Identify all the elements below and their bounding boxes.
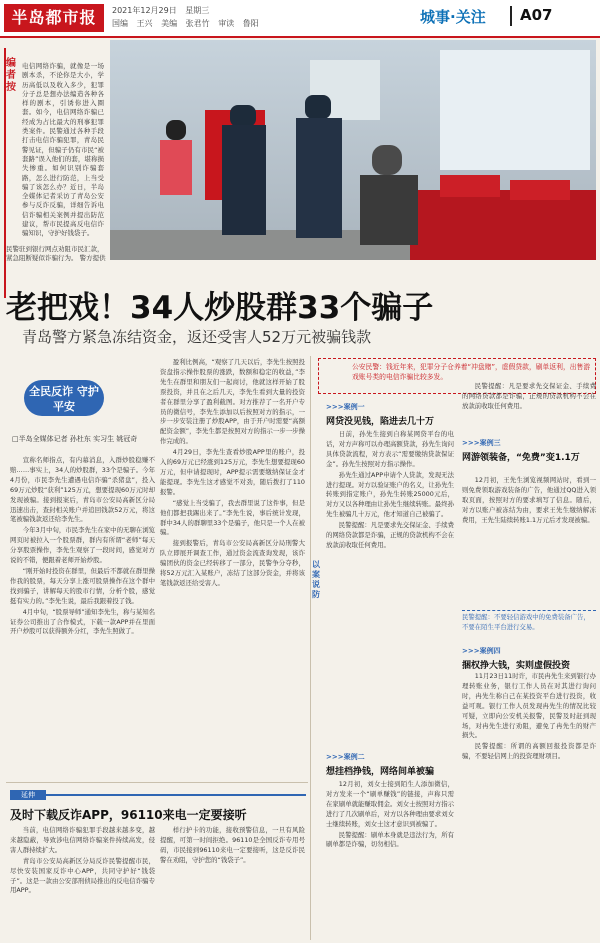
paragraph: 11月23日11时许，市民冉先生来到银行办理转账业务，银行工作人员在对其进行询问时，冉先生称自己在某投资平台进行投资，收益可观。银行工作人员发现冉先生的情况比较可疑，立即向公安机关报警，民警及时赶到现场，对冉先生进行劝阻，避免了冉先生的财产损失。: [462, 672, 596, 740]
case-label: >>>案例一: [326, 403, 365, 411]
page-subhead: 青岛警方紧急冻结资金，返还受害人52万元被骗钱款: [22, 328, 372, 346]
paragraph: 民警提醒：刷单本身就是违法行为，所有刷单都是诈骗，切勿相信。: [326, 830, 454, 849]
lower-story-col-a: [10, 826, 155, 938]
paragraph: “感觉上当受骗了，我去群里说了这件事，但是他们都把我踢出来了。”李先生说，事后统计发现，群中34人的群聊里33个是骗子，他只是一个人在被骗。: [160, 498, 305, 537]
paragraph: 盈利比例高，“观察了几天以后，李先生按照投资盘指示操作股票的涨跌，数额和稳定的收益，”李先生在群里和朋友们一起商讨，他就这样开始了股票投资，并且在之后几天，李先生看到大量的投资者在群里分享了盈利截图。对方推荐了一名开户专员的微信号，李先生添加以后按照对方的指示，一步一步安装注册了炒股APP，由于开户时需要“高额配资金额”，李先生都是按照对方的指示一步一步操作完成的。: [160, 358, 305, 446]
paragraph: 4月29日，李先生查看炒股APP里的账户，投入的69万元已经涨到125万元，李先生想要提现60万元，但申请提现时，APP提示需要缴纳保证金才能提现。李先生这才感觉不对劲，随后拨打了110报警。: [160, 448, 305, 496]
paragraph: 12月初，王先生浏览视频网站时，看到一则免费领取游戏装备的广告，他通过QQ进入领取页面，按照对方的要求填写了信息。随后，对方以账户被冻结为由，要求王先生缴纳解冻费用，王先生陆续转账1.1万元后才发现被骗。: [462, 476, 596, 524]
paragraph: “刚开始时投资在群里，但最后不都就在群里操作我的股票，每天分享上涨可股票操作在这个群中找到骗子，讲解每天的股市行情，分析个股，感觉挺有实力的。”李先生说，最后我跟着投了钱。: [10, 566, 155, 605]
paragraph: 12月初，刘女士接到陌生人添加微信，对方发来一个“刷单赚钱”的链接，声称只需在家刷单就能赚取佣金。刘女士按照对方指示进行了几次刷单后，对方以各种理由要求刘女士继续转账，刘女士这才意识到被骗了。: [326, 780, 454, 828]
editor-name: 张君竹: [185, 19, 210, 28]
editor-note-label: 编者按: [6, 58, 16, 93]
case-3-tip: 民警提醒：不要轻信游戏中的免费装备广告，不要在陌生平台进行交易。: [462, 610, 596, 642]
lower-story-headline: 及时下载反诈APP，96110来电一定要接听: [10, 808, 247, 822]
tip-text: 公安民警：钱近年来，犯罪分子仓养着“冲盘赌”，虚假贷款，刷单返利，出售游戏账号类的电信诈骗比较多发。: [352, 363, 591, 381]
editor-role: 美编: [161, 19, 178, 28]
paragraph: 孙先生通过APP申请个人贷款，发现无法进行提现。对方以验证账户的名义，让孙先生转账到指定账户，孙先生转账25000元后，对方又以各种理由让孙先生继续转账。最终孙先生被骗几十万元，他才知道自己被骗了。: [326, 470, 454, 519]
paragraph: 今年3月中旬，市民李先生在家中的无聊在浏览网页时被拉入一个股票群，群内有所谓“老师”每天分享股票操作，李先生观察了一段时间，感觉对方说的不错，便跟着老师开始炒股。: [10, 526, 155, 565]
case-label: >>>案例四: [462, 647, 501, 655]
editor-name: 王兴: [136, 19, 153, 28]
case-label: >>>案例三: [462, 439, 501, 447]
extension-tag: 延伸: [10, 790, 46, 800]
paragraph: 接到报警后，青岛市公安局高新区分局刑警大队立即展开调查工作，通过资金流查询发现，该诈骗团伙的资金已经转移了一部分，民警争分夺秒，将52万元汇入某账户，冻结了这部分资金，并将该笔钱款返还给受害人。: [160, 539, 305, 587]
case-title: 网贷没见钱，陷进去几十万: [326, 417, 435, 427]
divider: [510, 6, 512, 26]
case-4-text: [462, 672, 596, 938]
paragraph: 4月中旬，“股票导师”通知李先生，称与某知名证券公司推出了合作模式，下载一款APP并在里面开户炒股可以获得额外分红，李先生照做了。: [10, 607, 155, 636]
photo-caption: 民警驻到银行网点劝阻市民汇款，紧急阻断疑似诈骗行为。 警方提供: [6, 245, 106, 262]
tag-line: [46, 794, 306, 796]
case-title: 网游领装备，“免费”变1.1万: [462, 453, 580, 463]
case-1-cont: [462, 382, 596, 434]
column-divider: [310, 356, 311, 940]
paragraph: 日前，孙先生接到自称某网贷平台的电话，对方声称可以办理高额贷款，孙先生询问具体贷款流程，对方表示“需要缴纳贷款保证金”。孙先生按照对方指示操作。: [326, 430, 454, 468]
section-divider: [6, 782, 308, 783]
case-title: 捆权挣大钱，实则虚假投资: [462, 661, 571, 671]
date-text: 2021年12月29日: [112, 6, 177, 15]
case-3-text: [462, 476, 596, 610]
paragraph: 民警提醒：凡是要求先交保证金、手续费的网络贷款都是诈骗，正规的贷款机构不会在放款前收取任何费用。: [326, 521, 454, 549]
editor-name: 鲁阳: [242, 19, 259, 28]
editor-credits: [112, 18, 265, 29]
masthead: [0, 0, 600, 38]
weekday-text: 星期三: [185, 6, 210, 15]
news-photo: [110, 40, 596, 260]
article-column-2: [160, 358, 305, 776]
case-title: 想挂档挣钱，网络间单被骗: [326, 767, 435, 777]
page-headline: 老把戏！34人炒股群33个骗子: [6, 290, 434, 326]
paragraph: 当前，电信网络诈骗犯罪手段越来越多变，越来越隐蔽，导致涉电信网络诈骗案件持续高发，侵害人群持续扩大。: [10, 826, 155, 854]
byline: □半岛全媒体记者 孙杜东 实习生 姚冠奇: [12, 435, 138, 443]
editor-note-text: 电信网络诈骗，就像是一场剧本杀，不论你是大小，学历高低以及收入多少，犯罪分子总是想办法编造各种各样的剧本，引诱你进入圈套。如今，电信网络诈骗已经成为占比最大的刑事犯罪类案件。民警通过各种手段打击电信诈骗犯罪，青岛民警见证，但骗子仍有市民“被套路”误入他们的套，堪称损失惨重。如何识别诈骗套路，怎么进行防范，上当受骗了该怎么办？近日，半岛全媒体记者采访了青岛公安参与反诈反骗，详细告诉电信诈骗相关案例并提出防范建议，帮市民提高反电信诈骗知识，守护好钱袋子。: [22, 62, 104, 238]
paragraph: 民警提醒：凡是要求先交保证金、手续费的网络贷款都是诈骗，正规的贷款机构不会在放款前收取任何费用。: [462, 382, 596, 410]
case-label: >>>案例二: [326, 753, 365, 761]
campaign-badge: [10, 376, 110, 424]
vertical-tag: 以案说防: [312, 560, 320, 599]
paragraph: 样行护卡的功能，接收预警信息，一旦有风险提醒，可第一时间拒绝。96110是全国反诈专用号码，市民接到96110来电一定要接听，这是反诈民警在劝阻，守护您的“钱袋子”。: [160, 826, 305, 864]
case-2-text: [326, 780, 454, 938]
article-column-1: [10, 456, 155, 776]
editor-role: 国编: [112, 19, 128, 28]
newspaper-logo: 半岛都市报: [4, 4, 104, 32]
lower-story-col-b: [160, 826, 305, 938]
paragraph: 宣称名师指点，有内幕消息，入群炒股稳赚不赔……事实上，34人的炒股群，33个是骗子。今年4月份，市民李先生遭遇电信诈骗“杀猪盘”，投入69万元炒股“获利”125万元，想要提现60万元时却发现被骗。接到报案后，青岛市公安局高新区分局迅速出击，查封相关账户并追回钱款52万元，将这笔被骗钱款返还给李先生。: [10, 456, 155, 524]
badge-text: 全民反诈 守护平安: [24, 380, 104, 416]
page-number: A07: [520, 6, 553, 24]
case-1-text: [326, 430, 454, 748]
paragraph: 青岛市公安局高新区分局反诈民警提醒市民，尽快安装国家反诈中心APP，共同守护好“钱袋子”。这是一款由公安部刑侦局推出的反电信诈骗专用APP。: [10, 856, 155, 895]
editor-role: 审读: [218, 19, 235, 28]
section-title: 城事·关注: [420, 8, 486, 26]
paragraph: 民警提醒：所谓的高额回报投资都是诈骗，不要轻信网上的投资理财项目。: [462, 742, 596, 761]
issue-date: [112, 5, 215, 16]
